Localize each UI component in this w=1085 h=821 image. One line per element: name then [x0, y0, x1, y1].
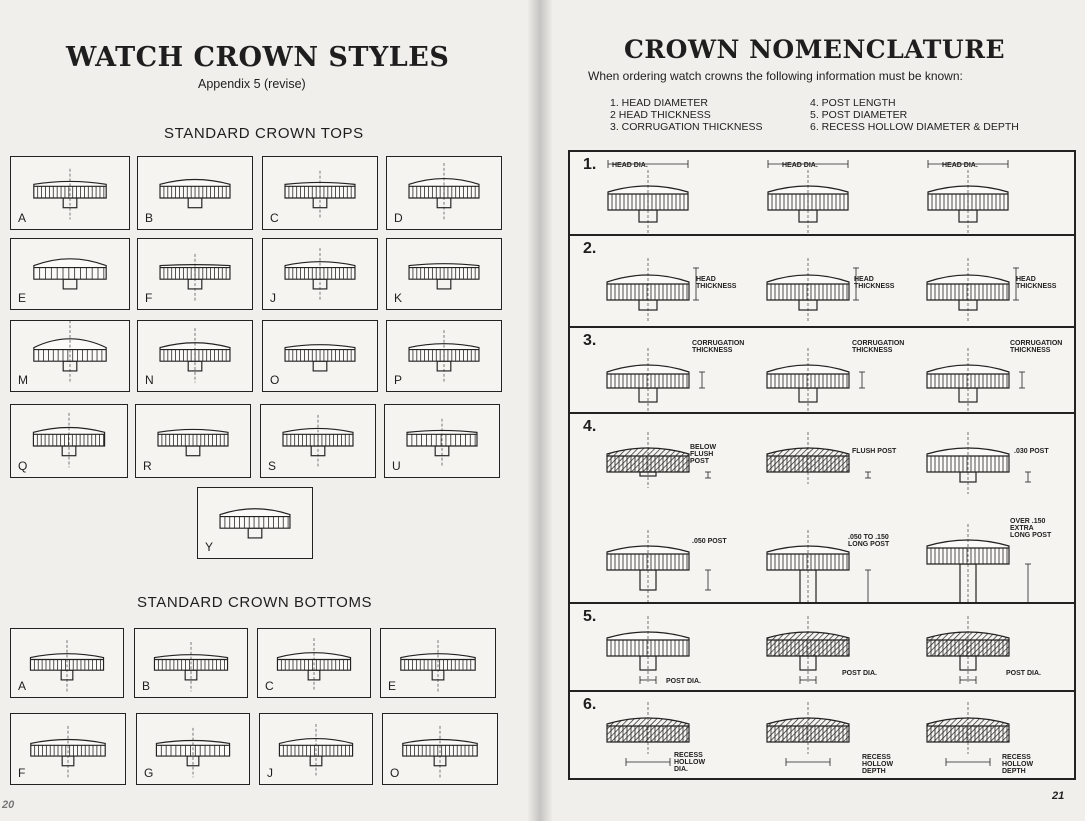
crown-drawing [387, 157, 501, 229]
callout-label: .030 POST [1014, 448, 1049, 455]
crown-label: E [388, 679, 397, 693]
callout-label: HEAD THICKNESS [1016, 276, 1057, 290]
crown-top-q [10, 404, 128, 478]
crown-drawing [198, 488, 312, 558]
crown-label: B [142, 679, 151, 693]
crown-drawing [138, 239, 252, 309]
crown-drawing [136, 405, 250, 477]
crown-label: J [270, 291, 276, 305]
requirement-item: 6. RECESS HOLLOW DIAMETER & DEPTH [810, 121, 1019, 133]
nomenclature-section-3 [568, 328, 1076, 414]
crown-drawing [383, 714, 497, 784]
callout-label: POST DIA. [842, 670, 878, 677]
crown-drawing [387, 239, 501, 309]
page-number-right: 21 [1052, 790, 1065, 802]
section-number: 4. [583, 418, 597, 435]
left-page [0, 0, 540, 821]
page-number-left: 20 [2, 799, 15, 811]
crown-label: Q [18, 459, 28, 473]
crown-bottom-c [257, 628, 371, 698]
requirement-item: 2 HEAD THICKNESS [610, 109, 711, 121]
crown-drawing [11, 321, 129, 391]
crown-drawing [263, 321, 377, 391]
crown-bottom-a [10, 628, 124, 698]
crown-drawing [263, 157, 377, 229]
callout-label: RECESS HOLLOW DEPTH [862, 754, 894, 775]
callout-label: CORRUGATION THICKNESS [692, 340, 745, 354]
section-number: 6. [583, 696, 597, 713]
callout-label: FLUSH POST [852, 448, 897, 455]
crown-drawing [261, 405, 375, 477]
crown-top-d [386, 156, 502, 230]
crown-diagram [570, 604, 1074, 690]
crown-top-k [386, 238, 502, 310]
crown-label: R [143, 459, 152, 473]
crown-label: F [18, 766, 26, 780]
crown-drawing [137, 714, 249, 784]
tops-heading: STANDARD CROWN TOPS [164, 125, 364, 142]
crown-label: A [18, 211, 27, 225]
callout-label: POST DIA. [666, 678, 702, 685]
crown-label: O [390, 766, 400, 780]
crown-top-j [262, 238, 378, 310]
crown-label: M [18, 373, 28, 387]
crown-top-f [137, 238, 253, 310]
crown-label: N [145, 373, 154, 387]
callout-label: CORRUGATION THICKNESS [852, 340, 905, 354]
crown-drawing [385, 405, 499, 477]
crown-drawing [11, 714, 125, 784]
crown-top-e [10, 238, 130, 310]
crown-drawing [260, 714, 372, 784]
crown-drawing [381, 629, 495, 697]
crown-label: F [145, 291, 153, 305]
crown-top-r [135, 404, 251, 478]
crown-top-y [197, 487, 313, 559]
page-title-left: WATCH CROWN STYLES [66, 42, 450, 73]
crown-bottom-o [382, 713, 498, 785]
crown-bottom-e [380, 628, 496, 698]
crown-label: K [394, 291, 403, 305]
crown-top-a [10, 156, 130, 230]
crown-label: C [270, 211, 279, 225]
intro-text: When ordering watch crowns the following information must be known: [588, 69, 963, 83]
crown-bottom-j [259, 713, 373, 785]
section-number: 3. [583, 332, 597, 349]
callout-label: HEAD DIA. [942, 162, 978, 169]
callout-label: CORRUGATION THICKNESS [1010, 340, 1063, 354]
crown-label: B [145, 211, 154, 225]
crown-drawing [135, 629, 247, 697]
crown-label: S [268, 459, 277, 473]
crown-label: C [265, 679, 274, 693]
crown-drawing [138, 321, 252, 391]
right-page [540, 0, 1085, 821]
page-title-right: CROWN NOMENCLATURE [624, 35, 1006, 64]
nomenclature-section-6 [568, 692, 1076, 780]
requirement-item: 5. POST DIAMETER [810, 109, 908, 121]
nomenclature-section-4 [568, 414, 1076, 604]
callout-label: OVER .150 EXTRA LONG POST [1010, 518, 1052, 539]
crown-diagram [570, 692, 1074, 778]
section-number: 5. [583, 608, 597, 625]
nomenclature-section-2 [568, 236, 1076, 328]
callout-label: HEAD THICKNESS [854, 276, 895, 290]
callout-label: .050 POST [692, 538, 727, 545]
requirement-item: 3. CORRUGATION THICKNESS [610, 121, 763, 133]
appendix-subtitle: Appendix 5 (revise) [198, 77, 306, 91]
crown-label: U [392, 459, 401, 473]
callout-label: .050 TO .150 LONG POST [848, 534, 890, 548]
crown-top-n [137, 320, 253, 392]
crown-label: G [144, 766, 154, 780]
callout-label: POST DIA. [1006, 670, 1042, 677]
crown-label: Y [205, 540, 214, 554]
callout-label: RECESS HOLLOW DEPTH [1002, 754, 1034, 775]
crown-drawing [11, 157, 129, 229]
crown-bottom-g [136, 713, 250, 785]
requirement-item: 4. POST LENGTH [810, 97, 896, 109]
callout-label: HEAD THICKNESS [696, 276, 737, 290]
crown-bottom-f [10, 713, 126, 785]
crown-top-p [386, 320, 502, 392]
crown-top-c [262, 156, 378, 230]
crown-label: O [270, 373, 280, 387]
crown-drawing [258, 629, 370, 697]
callout-label: RECESS HOLLOW DIA. [674, 752, 706, 773]
crown-top-s [260, 404, 376, 478]
nomenclature-section-1 [568, 150, 1076, 236]
callout-label: HEAD DIA. [782, 162, 818, 169]
crown-diagram [570, 328, 1074, 412]
crown-drawing [263, 239, 377, 309]
requirements-list-1 [610, 97, 762, 133]
crown-diagram [570, 236, 1074, 326]
crown-top-b [137, 156, 253, 230]
crown-drawing [387, 321, 501, 391]
nomenclature-section-5 [568, 604, 1076, 692]
section-number: 2. [583, 240, 597, 257]
crown-top-o [262, 320, 378, 392]
callout-label: HEAD DIA. [612, 162, 648, 169]
crown-label: P [394, 373, 403, 387]
crown-drawing [11, 405, 127, 477]
requirements-list-2 [810, 97, 1019, 133]
crown-label: A [18, 679, 27, 693]
crown-drawing [11, 629, 123, 697]
requirement-item: 1. HEAD DIAMETER [610, 97, 709, 109]
crown-drawing [11, 239, 129, 309]
crown-top-m [10, 320, 130, 392]
crown-label: J [267, 766, 273, 780]
crown-label: E [18, 291, 27, 305]
crown-label: D [394, 211, 403, 225]
book-gutter [527, 0, 553, 821]
bottoms-heading: STANDARD CROWN BOTTOMS [137, 594, 373, 611]
section-number: 1. [583, 156, 597, 173]
callout-label: BELOW FLUSH POST [690, 444, 717, 465]
crown-bottom-b [134, 628, 248, 698]
crown-diagram [570, 414, 1074, 602]
crown-drawing [138, 157, 252, 229]
crown-top-u [384, 404, 500, 478]
